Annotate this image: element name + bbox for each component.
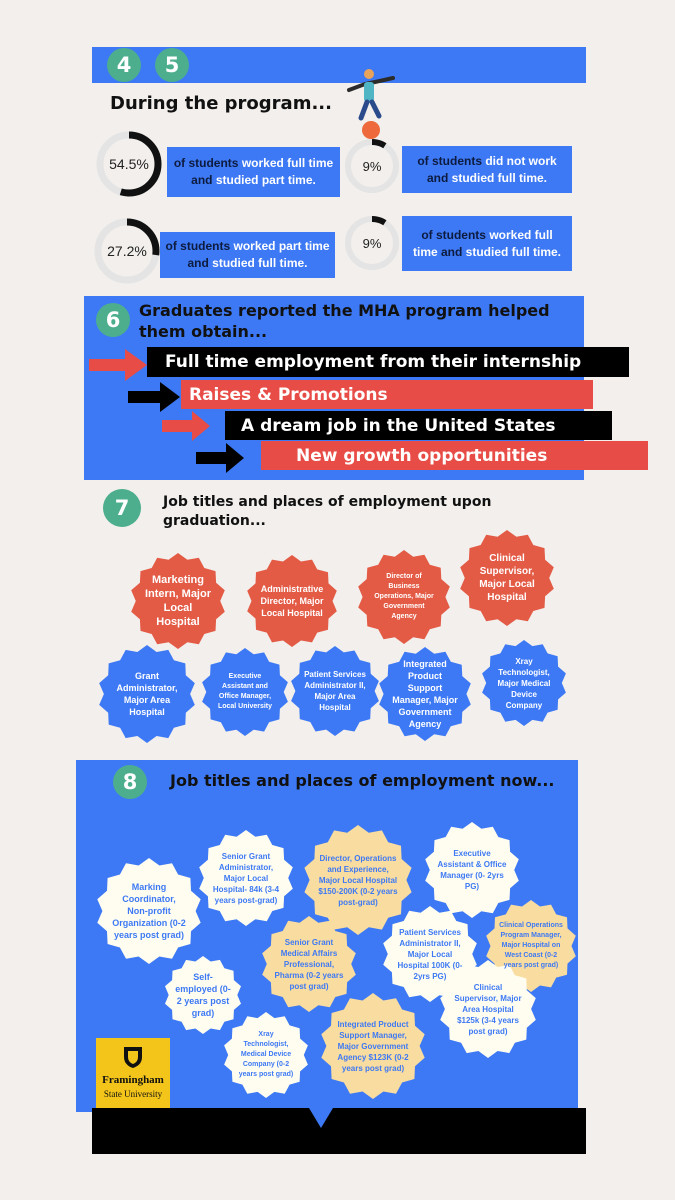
section-number-6: 6 xyxy=(96,303,130,337)
graduation-badge-5 xyxy=(98,645,196,743)
donut-value-3: 27.2% xyxy=(107,243,147,259)
current-badge-2 xyxy=(198,830,294,926)
logo-sub: State University xyxy=(103,1089,163,1099)
stat-box-1: of students worked full time and studied part time. xyxy=(167,147,340,197)
during-program-heading: During the program... xyxy=(110,93,332,114)
section-6-heading-line1: Graduates reported the MHA program helped xyxy=(139,301,550,320)
arrow-icon-1 xyxy=(89,349,147,381)
current-badge-text-11: Xray Technologist, Medical Device Company (0-2 years post grad) xyxy=(238,1031,294,1078)
donut-value-2: 9% xyxy=(362,158,382,174)
current-badge-text-5: Senior Grant Medical Affairs Professional, Pharma (0-2 years post grad) xyxy=(274,937,344,991)
pointer-notch xyxy=(309,1108,333,1128)
section-number-7: 7 xyxy=(103,489,141,527)
current-badge-text-7: Clinical Operations Program Manager, Major Hospital on West Coast (0-2 years post grad) xyxy=(499,922,563,969)
arrow-icon-4 xyxy=(196,443,244,473)
current-badge-text-9: Clinical Supervisor, Major Area Hospital $125k (3-4 years post grad) xyxy=(454,982,522,1036)
current-badge-text-3: Director, Operations and Experience, Major Local Hospital $150-200K (0-2 years post-grad) xyxy=(318,853,398,907)
donut-stat-3 xyxy=(94,218,160,284)
graduation-badge-8 xyxy=(378,647,472,741)
stat-box-3: of students worked part time and studied full time. xyxy=(160,232,335,278)
graduation-badge-text-2: Administrative Director, Major Local Hospital xyxy=(260,584,324,618)
benefit-bar-1: Full time employment from their internship xyxy=(147,347,629,377)
current-badge-text-2: Senior Grant Administrator, Major Local Hospital- 84k (3-4 years post-grad) xyxy=(212,851,280,905)
current-badge-text-6: Patient Services Administrator II, Major Local Hospital 100K (0- 2yrs PG) xyxy=(397,927,463,981)
donut-stat-4 xyxy=(344,215,400,271)
graduation-badge-9 xyxy=(481,640,567,726)
section-number-4: 4 xyxy=(107,48,141,82)
graduation-badge-text-6: Executive Assistant and Office Manager, Local University xyxy=(217,673,273,710)
graduation-badge-text-4: Clinical Supervisor, Major Local Hospital xyxy=(479,553,535,603)
balancing-person-icon xyxy=(345,68,405,140)
current-badge-text-4: Executive Assistant & Office Manager (0- 2yrs PG) xyxy=(437,849,507,891)
current-badge-1 xyxy=(96,858,202,964)
section-number-8: 8 xyxy=(113,765,147,799)
logo-name: Framingham xyxy=(102,1074,164,1086)
benefit-bar-3: A dream job in the United States xyxy=(225,411,612,440)
current-badge-10 xyxy=(320,993,426,1099)
section-8-heading: Job titles and places of employment now... xyxy=(170,771,555,790)
graduation-badge-text-3: Director of Business Operations, Major Government Agency xyxy=(374,573,434,620)
current-badge-11 xyxy=(223,1012,309,1098)
graduation-badge-text-1: Marketing Intern, Major Local Hospital xyxy=(144,574,211,628)
benefit-bar-2: Raises & Promotions xyxy=(181,380,593,409)
section-6-heading-line2: them obtain... xyxy=(139,322,268,341)
crest-icon xyxy=(122,1045,144,1069)
graduation-badge-text-8: Integrated Product Support Manager, Major Government Agency xyxy=(392,659,458,729)
donut-stat-1 xyxy=(96,131,162,197)
benefit-bar-4: New growth opportunities xyxy=(261,441,648,470)
graduation-badge-4 xyxy=(459,530,555,626)
donut-value-4: 9% xyxy=(362,235,382,251)
stat-box-4: of students worked full time and studied full time. xyxy=(402,216,572,271)
graduation-badge-7 xyxy=(290,646,380,736)
arrow-icon-2 xyxy=(128,382,180,412)
graduation-badge-2 xyxy=(246,555,338,647)
graduation-badge-1 xyxy=(130,553,226,649)
graduation-badge-6 xyxy=(201,648,289,736)
current-badge-text-1: Marking Coordinator, Non-profit Organization (0-2 years post grad) xyxy=(112,882,186,940)
current-badge-text-10: Integrated Product Support Manager, Major Government Agency $123K (0-2 years post grad) xyxy=(337,1019,409,1073)
current-badge-text-8: Self-employed (0-2 years post grad) xyxy=(175,972,231,1018)
section-7-heading-line2: graduation... xyxy=(163,513,266,529)
donut-value-1: 54.5% xyxy=(109,156,149,172)
graduation-badge-text-5: Grant Administrator, Major Area Hospital xyxy=(116,671,178,717)
stat-box-2: of students did not work and studied full time. xyxy=(402,146,572,193)
footer-bar xyxy=(92,1108,586,1154)
graduation-badge-text-9: Xray Technologist, Major Medical Device Company xyxy=(497,656,551,710)
graduation-badge-3 xyxy=(357,550,451,644)
section-7-heading-line1: Job titles and places of employment upon xyxy=(163,494,492,510)
arrow-icon-3 xyxy=(162,411,210,441)
section-number-5: 5 xyxy=(155,48,189,82)
graduation-badge-text-7: Patient Services Administrator II, Major Area Hospital xyxy=(304,670,366,712)
donut-stat-2 xyxy=(344,138,400,194)
